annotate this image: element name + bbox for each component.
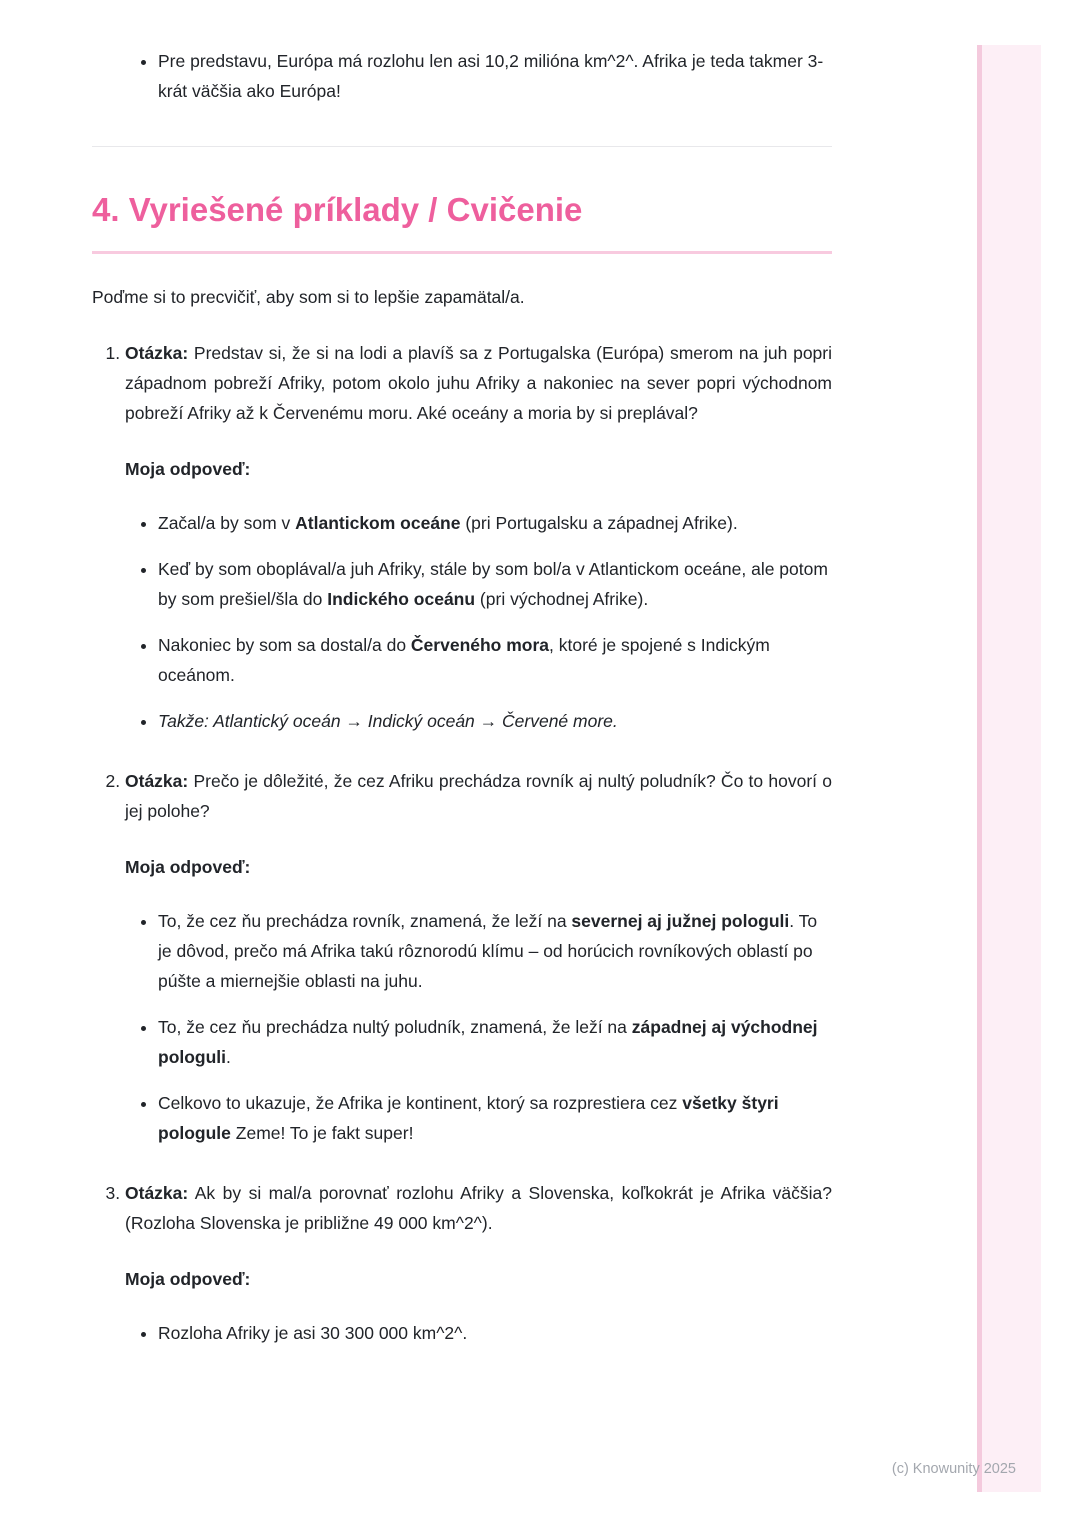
text-segment: Keď by som oboplával/a juh Afriky, stále by som bol/a v Atlantickom oceáne, ale potom by som prešiel/šla do (158, 559, 828, 609)
text-segment: Takže: Atlantický oceán → Indický oceán → Červené more. (158, 711, 618, 731)
text-segment: západnej aj východnej pologuli (158, 1017, 818, 1067)
footer-credit: (c) Knowunity 2025 (891, 1461, 1016, 1477)
text-segment: Predstav si, že si na lodi a plavíš sa z Portugalska (Európa) smerom na juh popri západnom pobreží Afriky, potom okolo juhu Afriky a nakoniec na sever popri východnom pobreží Afriky až k Červenému moru. Aké oceány a moria by si preplával? (125, 343, 832, 423)
text-segment: . To je dôvod, prečo má Afrika takú rôznorodú klímu – od horúcich rovníkových oblastí po púšte a miernejšie oblasti na juhu. (158, 911, 818, 991)
text-segment: Otázka: (125, 343, 189, 363)
text-segment: severnej aj južnej pologuli (571, 911, 790, 931)
text-segment: Zeme! To je fakt super! (230, 1123, 414, 1143)
section-title: 4. Vyriešené príklady / Cvičenie (92, 189, 832, 254)
answer-item (158, 1088, 832, 1148)
text-segment: Indického oceánu (327, 589, 476, 609)
question-item (125, 1178, 832, 1348)
question-item (125, 766, 832, 1148)
text-segment: Celkovo to ukazuje, že Afrika je kontinent, ktorý sa rozprestiera cez (158, 1093, 683, 1113)
text-segment: Prečo je dôležité, že cez Afriku prechádza rovník aj nultý poludník? Čo to hovorí o jej polohe? (125, 771, 832, 821)
answer-label: Moja odpoveď: (125, 459, 251, 479)
answer-item (158, 630, 832, 690)
question-text (125, 1178, 832, 1238)
text-segment: Nakoniec by som sa dostal/a do (158, 635, 411, 655)
intro-bullet-item (158, 46, 832, 106)
answer-list (125, 906, 832, 1148)
answer-item (158, 1012, 832, 1072)
text-segment: , ktoré je spojené s Indickým oceánom. (158, 635, 770, 685)
intro-bullet-list (92, 46, 832, 106)
answer-item (158, 906, 832, 996)
answer-label: Moja odpoveď: (125, 1269, 251, 1289)
text-segment: Ak by si mal/a porovnať rozlohu Afriky a Slovenska, koľkokrát je Afrika väčšia? (Rozloha Slovenska je približne 49 000 km^2^). (125, 1183, 832, 1233)
text-segment: Otázka: (125, 771, 189, 791)
question-item (125, 338, 832, 736)
page-accent-strip (977, 45, 1041, 1492)
text-segment: Atlantickom oceáne (295, 513, 461, 533)
question-text (125, 766, 832, 826)
answer-label: Moja odpoveď: (125, 857, 251, 877)
text-segment: Červeného mora (410, 635, 550, 655)
text-segment: Pre predstavu, Európa má rozlohu len asi 10,2 milióna km^2^. Afrika je teda takmer 3-krát väčšia ako Európa! (158, 51, 824, 101)
text-segment: . (226, 1047, 231, 1067)
answer-item (158, 1318, 832, 1348)
text-segment: Začal/a by som v (158, 513, 296, 533)
page-content (92, 0, 832, 1378)
text-segment: (pri Portugalsku a západnej Afrike). (460, 513, 738, 533)
text-segment: všetky štyri pologule (158, 1093, 779, 1143)
answer-item (158, 508, 832, 538)
question-text (125, 338, 832, 428)
answer-item (158, 554, 832, 614)
text-segment: Rozloha Afriky je asi 30 300 000 km^2^. (158, 1323, 468, 1343)
text-segment: Otázka: (125, 1183, 189, 1203)
text-segment: To, že cez ňu prechádza rovník, znamená, že leží na (158, 911, 572, 931)
section-intro: Poďme si to precvičiť, aby som si to lepšie zapamätal/a. (92, 287, 525, 307)
answer-list (125, 508, 832, 736)
questions-list (92, 338, 832, 1348)
text-segment: (pri východnej Afrike). (475, 589, 649, 609)
answer-item (158, 706, 832, 736)
answer-list (125, 1318, 832, 1348)
section-divider (92, 146, 832, 147)
text-segment: To, že cez ňu prechádza nultý poludník, znamená, že leží na (158, 1017, 632, 1037)
